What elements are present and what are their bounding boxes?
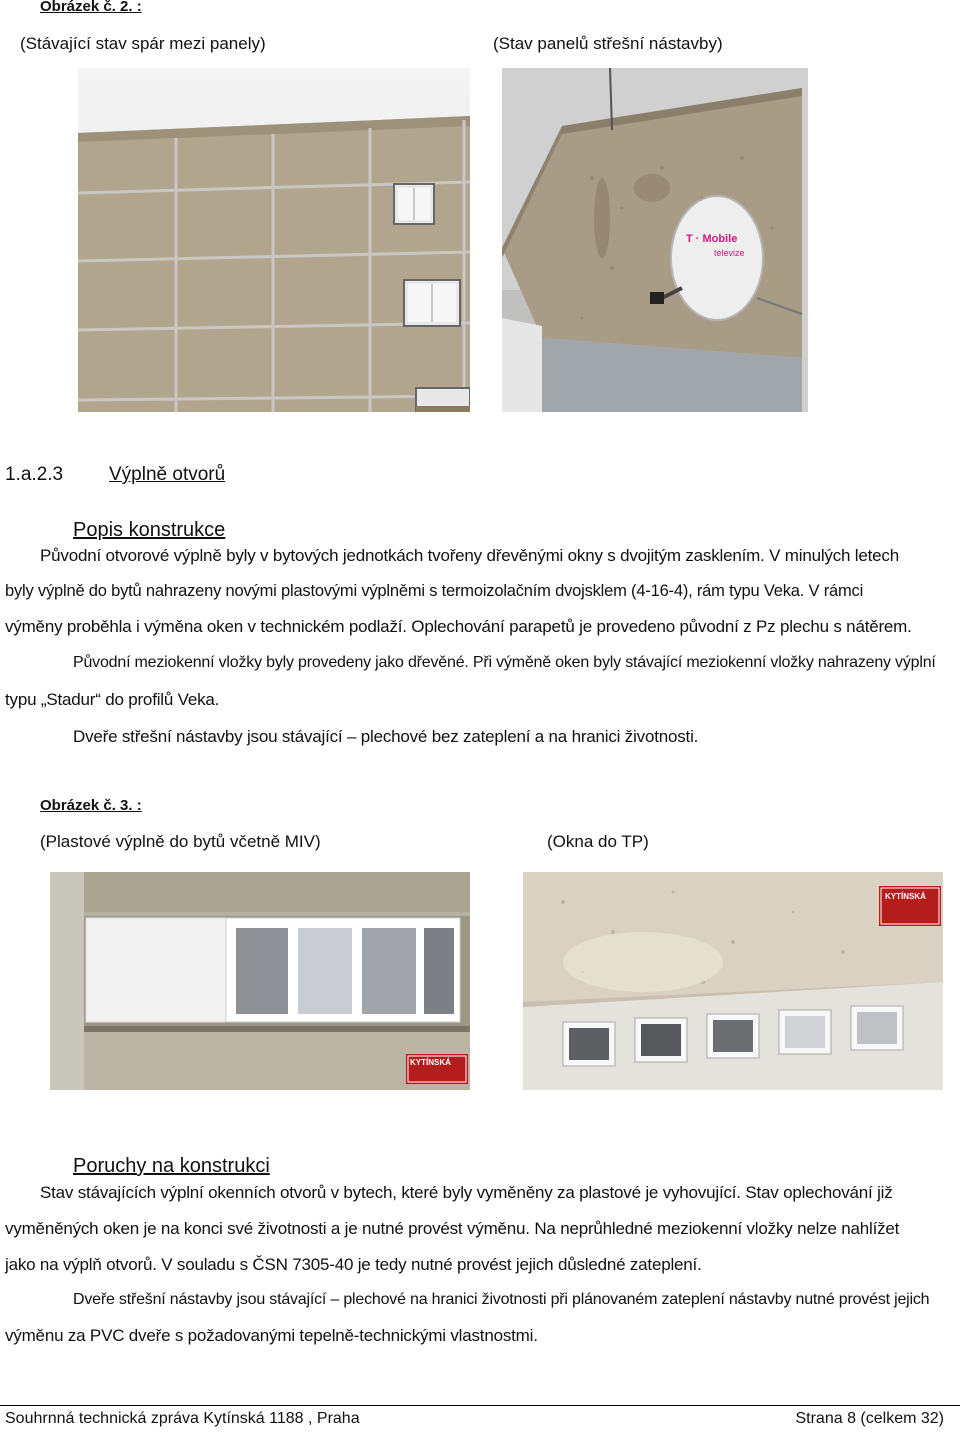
photo-roof-panels	[502, 68, 808, 412]
popis-line-5: typu „Stadur“ do profilů Veka.	[5, 690, 220, 709]
figure-3-caption-right: (Okna do TP)	[547, 832, 649, 851]
dish-sub-text: televize	[714, 248, 745, 258]
figure-2-caption-left: (Stávající stav spár mezi panely)	[20, 34, 266, 53]
footer-rule	[0, 1405, 960, 1406]
dish-brand-text: T · Mobile	[686, 233, 738, 245]
popis-heading: Popis konstrukce	[73, 519, 226, 541]
footer-left: Souhrnná technická zpráva Kytínská 1188 , Praha	[5, 1410, 360, 1427]
photo-technical-floor-windows	[523, 872, 943, 1090]
poruchy-line-4: Dveře střešní nástavby jsou stávající – plechové na hranici životnosti při plánovaném zateplení nástavby nutné provést jejich	[73, 1291, 930, 1308]
footer-page-number: Strana 8 (celkem 32)	[795, 1410, 944, 1427]
poruchy-line-3: jako na výplň otvorů. V souladu s ČSN 7305-40 je tedy nutné provést jejich důsledné zateplení.	[5, 1255, 702, 1274]
popis-line-2: byly výplně do bytů nahrazeny novými plastovými výplněmi s termoizolačním dvojsklem (4-16-4), rám typu Veka. V rámci	[5, 582, 864, 600]
figure-2-caption-right: (Stav panelů střešní nástavby)	[493, 34, 723, 53]
poruchy-line-2: vyměněných oken je na konci své životnosti a je nutné provést výměnu. Na neprůhledné meziokenní vložky nelze nahlížet	[5, 1219, 900, 1238]
poruchy-heading: Poruchy na konstrukci	[73, 1155, 270, 1177]
popis-line-3: výměny proběhla i výměna oken v technickém podlaží. Oplechování parapetů je provedeno původní z Pz plechu s nátěrem.	[5, 617, 912, 636]
poruchy-line-1: Stav stávajících výplní okenních otvorů v bytech, které byly vyměněny za plastové je vyhovující. Stav oplechování již	[40, 1183, 893, 1202]
street-sign-left: KYTÍNSKÁ	[410, 1058, 451, 1067]
photo-plastic-windows	[50, 872, 470, 1090]
street-sign-right: KYTÍNSKÁ	[885, 892, 926, 901]
section-title: Výplně otvorů	[109, 464, 226, 485]
figure-3-title: Obrázek č. 3. :	[40, 797, 142, 814]
popis-line-6: Dveře střešní nástavby jsou stávající – plechové bez zateplení a na hranici životnosti.	[73, 727, 699, 746]
popis-line-4: Původní meziokenní vložky byly provedeny jako dřevěné. Při výměně oken byly stávající meziokenní vložky nahrazeny výplní	[73, 654, 936, 671]
poruchy-line-5: výměnu za PVC dveře s požadovanými tepelně-technickými vlastnostmi.	[5, 1326, 538, 1345]
figure-3-caption-left: (Plastové výplně do bytů včetně MIV)	[40, 832, 321, 851]
photo-panel-joints	[78, 68, 470, 412]
section-number: 1.a.2.3	[5, 464, 64, 485]
figure-2-title: Obrázek č. 2. :	[40, 0, 142, 15]
popis-line-1: Původní otvorové výplně byly v bytových jednotkách tvořeny dřevěnými okny s dvojitým zasklením. V minulých letech	[40, 546, 899, 565]
